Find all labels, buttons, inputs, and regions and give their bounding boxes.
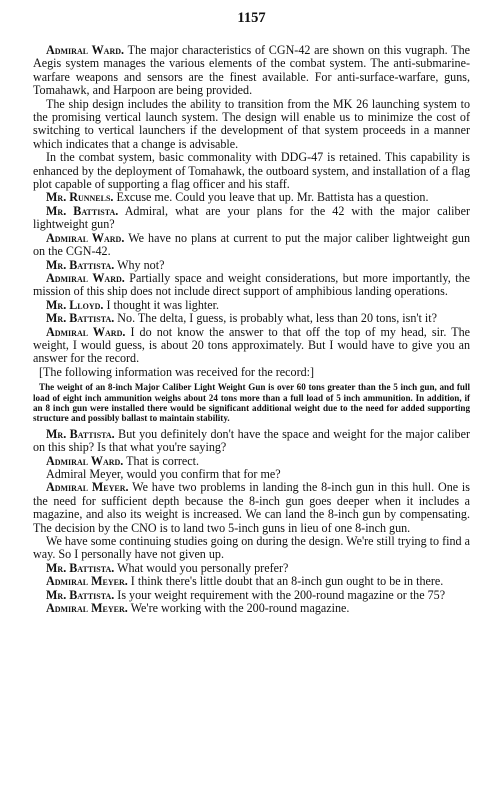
paragraph-text: Admiral Meyer, would you confirm that for me?	[46, 467, 281, 481]
speaker-name: Admiral Meyer.	[46, 601, 128, 616]
transcript-paragraph	[33, 326, 470, 366]
transcript-paragraph	[33, 191, 470, 204]
transcript-paragraph	[33, 98, 470, 152]
transcript-paragraph	[33, 259, 470, 272]
speaker-name: Admiral Ward.	[46, 270, 125, 285]
paragraph-text: We have no plans at current to put the major caliber lightweight gun on the CGN-42.	[33, 230, 471, 259]
transcript-paragraph	[33, 562, 470, 575]
speaker-name: Mr. Battista.	[46, 426, 115, 441]
paragraph-text: We have some continuing studies going on during the design. We're still trying to find a way. So I personally have not given up.	[33, 534, 470, 562]
paragraph-text: The major characteristics of CGN-42 are shown on this vugraph. The Aegis system manages the various elements of the combat system. The anti-submarine-warfare weapons and sensors are the finest available. For anti-surface-warfare, guns, Tomahawk, and Harpoon are being provided.	[33, 43, 470, 98]
transcript-paragraph	[33, 232, 470, 259]
transcript-body	[33, 44, 470, 366]
transcript-paragraph	[33, 299, 470, 312]
paragraph-text: I do not know the answer to that off the top of my head, sir. The weight, I would guess, is about 20 tons approximately. But I would have to give you an answer for the record.	[33, 324, 470, 366]
paragraph-text: Is your weight requirement with the 200-round magazine or the 75?	[114, 587, 446, 602]
speaker-name: Admiral Ward.	[46, 230, 125, 245]
transcript-paragraph	[33, 589, 470, 602]
paragraph-text: I thought it was lighter.	[103, 297, 220, 312]
transcript-paragraph	[33, 575, 470, 588]
paragraph-text: What would you personally prefer?	[114, 560, 289, 575]
paragraph-text: That is correct.	[123, 453, 199, 468]
transcript-paragraph	[33, 272, 470, 299]
record-insert: The weight of an 8-inch Major Caliber Light Weight Gun is over 60 tons greater than the 5 inch gun, and full load of eight inch ammunition weighs about 24 tons more than a full load of 5 inch ammunition. In addition, if an 8 inch gun were installed there would be significant additional weight due to the need for added supporting structure and possibly ballast to maintain stability.	[33, 382, 470, 424]
paragraph-text: Admiral, what are your plans for the 42 with the major caliber lightweight gun?	[33, 203, 470, 232]
transcript-paragraph	[33, 312, 470, 325]
speaker-name: Mr. Battista.	[46, 560, 115, 575]
record-note: [The following information was received for the record:]	[39, 364, 315, 379]
paragraph-text: I think there's little doubt that an 8-inch gun ought to be in there.	[127, 574, 444, 589]
transcript-paragraph	[33, 44, 470, 98]
page-number: 1157	[237, 10, 266, 26]
paragraph-text: Partially space and weight considerations, but more importantly, the mission of this ship does not include direct support of amphibious landing operations.	[33, 270, 471, 299]
speaker-name: Mr. Battista.	[46, 257, 115, 272]
transcript-paragraph	[33, 428, 470, 455]
speaker-name: Admiral Ward.	[46, 453, 124, 468]
transcript-paragraph	[33, 535, 470, 562]
paragraph-text: No. The delta, I guess, is probably what, less than 20 tons, isn't it?	[114, 311, 438, 326]
paragraph-text: We're working with the 200-round magazine.	[127, 601, 350, 616]
paragraph-text: Why not?	[114, 257, 165, 272]
speaker-name: Mr. Battista.	[46, 203, 119, 218]
speaker-name: Admiral Meyer.	[46, 574, 128, 589]
transcript-paragraph	[33, 602, 470, 615]
speaker-name: Mr. Battista.	[46, 587, 115, 602]
transcript-paragraph	[33, 468, 470, 481]
paragraph-text: But you definitely don't have the space and weight for the major caliber on this ship? Is that what you're saying?	[33, 426, 470, 455]
paragraph-text: Excuse me. Could you leave that up. Mr. Battista has a question.	[113, 190, 429, 205]
transcript-paragraph	[33, 481, 470, 535]
paragraph-text: In the combat system, basic commonality with DDG-47 is retained. This capability is enhanced by the deployment of Tomahawk, the outboard system, and installation of a flag plot capable of supporting a flag officer and his staff.	[33, 150, 470, 192]
speaker-name: Admiral Meyer.	[46, 480, 129, 495]
speaker-name: Mr. Battista.	[46, 311, 115, 326]
speaker-name: Admiral Ward.	[46, 324, 126, 339]
transcript-body-continued	[33, 428, 470, 616]
transcript-paragraph	[33, 151, 470, 191]
paragraph-text: We have two problems in landing the 8-inch gun in this hull. One is the need for sufficient depth because the 8-inch gun goes deeper when it includes a magazine, and also its weight is increased. We can land the 8-inch gun by compensating. The decision by the CNO is to land two 5-inch guns in lieu of one 8-inch gun.	[33, 480, 471, 535]
speaker-name: Mr. Lloyd.	[46, 297, 104, 312]
paragraph-text: The ship design includes the ability to transition from the MK 26 launching system to the promising vertical launch system. The design will enable us to minimize the cost of switching to vertical launchers if the development of that system proceeds in a manner which indicates that a change is advisable.	[33, 96, 470, 151]
transcript-paragraph	[33, 455, 470, 468]
speaker-name: Admiral Ward.	[46, 43, 125, 57]
transcript-paragraph	[33, 205, 470, 232]
speaker-name: Mr. Runnels.	[46, 190, 114, 205]
